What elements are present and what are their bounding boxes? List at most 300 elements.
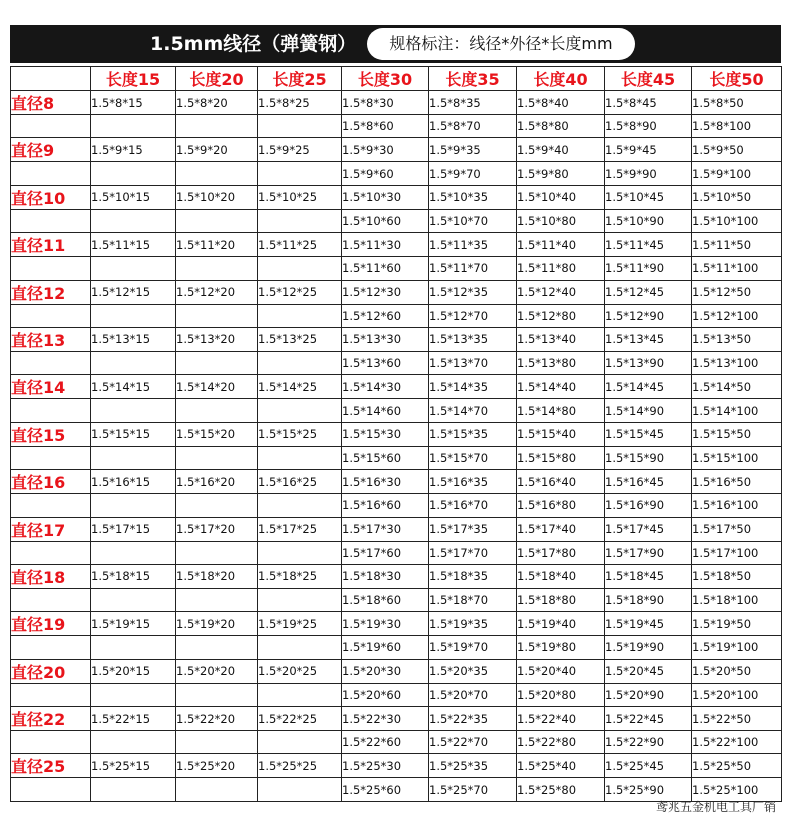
spec-cell: 1.5*20*50 <box>692 659 782 683</box>
spec-cell: 1.5*12*80 <box>517 304 605 327</box>
spec-cell <box>91 541 176 564</box>
spec-cell: 1.5*19*35 <box>429 612 517 636</box>
spec-cell: 1.5*22*20 <box>176 707 258 731</box>
spec-cell: 1.5*12*60 <box>342 304 429 327</box>
footer-text: 鸢兆五金机电工具厂销 <box>655 800 776 814</box>
spec-cell: 1.5*13*50 <box>692 327 782 351</box>
spec-cell: 1.5*13*35 <box>429 327 517 351</box>
spec-cell: 1.5*19*60 <box>342 636 429 659</box>
spec-cell <box>258 162 342 185</box>
spec-cell: 1.5*9*20 <box>176 138 258 162</box>
spec-cell: 1.5*8*45 <box>605 91 692 115</box>
spec-cell: 1.5*25*70 <box>429 778 517 801</box>
spec-cell: 1.5*18*45 <box>605 564 692 588</box>
spec-cell <box>176 304 258 327</box>
spec-cell: 1.5*10*50 <box>692 185 782 209</box>
row-label <box>11 304 91 327</box>
spec-cell <box>258 304 342 327</box>
spec-cell: 1.5*11*15 <box>91 233 176 257</box>
spec-cell: 1.5*17*40 <box>517 517 605 541</box>
row-label: 直径18 <box>11 564 91 588</box>
spec-cell: 1.5*19*70 <box>429 636 517 659</box>
spec-cell: 1.5*20*40 <box>517 659 605 683</box>
spec-cell: 1.5*10*40 <box>517 185 605 209</box>
spec-cell: 1.5*17*30 <box>342 517 429 541</box>
table-row <box>11 209 782 232</box>
spec-cell: 1.5*25*40 <box>517 754 605 778</box>
spec-cell <box>176 162 258 185</box>
spec-cell: 1.5*13*40 <box>517 327 605 351</box>
spec-cell <box>258 209 342 232</box>
table-row <box>11 494 782 517</box>
row-label: 直径22 <box>11 707 91 731</box>
spec-cell: 1.5*13*80 <box>517 351 605 374</box>
column-header: 长度50 <box>692 67 782 91</box>
table-row <box>11 162 782 185</box>
table-row <box>11 351 782 374</box>
column-header: 长度15 <box>91 67 176 91</box>
spec-cell: 1.5*18*20 <box>176 564 258 588</box>
spec-cell: 1.5*18*80 <box>517 588 605 611</box>
spec-cell: 1.5*11*50 <box>692 233 782 257</box>
spec-cell: 1.5*11*90 <box>605 257 692 280</box>
spec-cell: 1.5*19*25 <box>258 612 342 636</box>
table-row <box>11 659 782 683</box>
spec-cell <box>176 731 258 754</box>
row-label: 直径11 <box>11 233 91 257</box>
spec-cell: 1.5*11*20 <box>176 233 258 257</box>
spec-cell: 1.5*11*100 <box>692 257 782 280</box>
spec-cell <box>176 541 258 564</box>
spec-cell <box>91 115 176 138</box>
spec-cell: 1.5*10*100 <box>692 209 782 232</box>
table-row <box>11 375 782 399</box>
spec-cell: 1.5*16*80 <box>517 494 605 517</box>
spec-cell: 1.5*20*90 <box>605 683 692 706</box>
spec-cell: 1.5*25*30 <box>342 754 429 778</box>
table-row <box>11 731 782 754</box>
spec-cell: 1.5*12*70 <box>429 304 517 327</box>
spec-cell <box>258 494 342 517</box>
spec-cell: 1.5*22*40 <box>517 707 605 731</box>
row-label <box>11 778 91 801</box>
spec-cell: 1.5*18*50 <box>692 564 782 588</box>
spec-cell: 1.5*18*60 <box>342 588 429 611</box>
row-label: 直径12 <box>11 280 91 304</box>
spec-cell: 1.5*8*80 <box>517 115 605 138</box>
spec-cell: 1.5*8*90 <box>605 115 692 138</box>
spec-cell: 1.5*17*100 <box>692 541 782 564</box>
spec-cell: 1.5*10*70 <box>429 209 517 232</box>
spec-cell: 1.5*22*70 <box>429 731 517 754</box>
spec-cell: 1.5*13*15 <box>91 327 176 351</box>
spec-cell: 1.5*17*80 <box>517 541 605 564</box>
spec-cell: 1.5*9*30 <box>342 138 429 162</box>
spec-cell: 1.5*18*70 <box>429 588 517 611</box>
spec-cell: 1.5*13*30 <box>342 327 429 351</box>
column-header: 长度35 <box>429 67 517 91</box>
spec-cell: 1.5*20*35 <box>429 659 517 683</box>
table-row <box>11 754 782 778</box>
spec-cell: 1.5*12*25 <box>258 280 342 304</box>
spec-cell: 1.5*25*20 <box>176 754 258 778</box>
spec-cell: 1.5*10*90 <box>605 209 692 232</box>
table-row <box>11 115 782 138</box>
spec-cell: 1.5*13*20 <box>176 327 258 351</box>
spec-cell: 1.5*12*20 <box>176 280 258 304</box>
spec-cell: 1.5*15*70 <box>429 446 517 469</box>
table-row <box>11 541 782 564</box>
row-label <box>11 446 91 469</box>
spec-cell: 1.5*15*15 <box>91 422 176 446</box>
header-row <box>11 67 782 91</box>
spec-cell: 1.5*14*15 <box>91 375 176 399</box>
spec-cell: 1.5*15*20 <box>176 422 258 446</box>
spec-cell <box>91 162 176 185</box>
spec-cell <box>258 115 342 138</box>
spec-cell: 1.5*19*20 <box>176 612 258 636</box>
table-row <box>11 185 782 209</box>
row-label <box>11 731 91 754</box>
spec-cell: 1.5*16*100 <box>692 494 782 517</box>
spec-cell: 1.5*8*60 <box>342 115 429 138</box>
spec-cell: 1.5*10*35 <box>429 185 517 209</box>
spec-cell: 1.5*16*35 <box>429 470 517 494</box>
spec-cell: 1.5*17*60 <box>342 541 429 564</box>
row-label <box>11 351 91 374</box>
row-label <box>11 399 91 422</box>
spec-cell: 1.5*17*20 <box>176 517 258 541</box>
spec-cell <box>258 778 342 801</box>
spec-cell: 1.5*25*15 <box>91 754 176 778</box>
spec-cell: 1.5*15*40 <box>517 422 605 446</box>
spec-cell <box>91 351 176 374</box>
spec-cell: 1.5*13*45 <box>605 327 692 351</box>
spec-cell: 1.5*9*40 <box>517 138 605 162</box>
spec-cell <box>258 446 342 469</box>
spec-cell <box>176 588 258 611</box>
spec-cell: 1.5*19*40 <box>517 612 605 636</box>
spec-cell: 1.5*22*25 <box>258 707 342 731</box>
spec-cell: 1.5*11*35 <box>429 233 517 257</box>
spec-cell <box>91 209 176 232</box>
spec-cell: 1.5*8*15 <box>91 91 176 115</box>
column-header: 长度45 <box>605 67 692 91</box>
spec-note: 规格标注：线径*外径*长度mm <box>367 28 635 60</box>
row-label: 直径10 <box>11 185 91 209</box>
spec-cell: 1.5*20*20 <box>176 659 258 683</box>
spec-cell: 1.5*16*60 <box>342 494 429 517</box>
spec-cell <box>176 209 258 232</box>
spec-cell: 1.5*10*45 <box>605 185 692 209</box>
spec-cell: 1.5*14*60 <box>342 399 429 422</box>
spec-cell: 1.5*20*100 <box>692 683 782 706</box>
spec-cell: 1.5*11*25 <box>258 233 342 257</box>
spec-cell: 1.5*10*80 <box>517 209 605 232</box>
spec-cell: 1.5*14*50 <box>692 375 782 399</box>
spec-cell: 1.5*17*25 <box>258 517 342 541</box>
spec-cell: 1.5*15*25 <box>258 422 342 446</box>
row-label: 直径19 <box>11 612 91 636</box>
spec-cell: 1.5*20*15 <box>91 659 176 683</box>
spec-cell: 1.5*12*40 <box>517 280 605 304</box>
spec-cell: 1.5*8*30 <box>342 91 429 115</box>
spec-cell: 1.5*11*80 <box>517 257 605 280</box>
spec-cell: 1.5*15*60 <box>342 446 429 469</box>
table-row <box>11 280 782 304</box>
spec-cell: 1.5*19*50 <box>692 612 782 636</box>
spec-cell: 1.5*15*30 <box>342 422 429 446</box>
spec-cell: 1.5*8*100 <box>692 115 782 138</box>
spec-cell <box>258 683 342 706</box>
spec-cell: 1.5*13*25 <box>258 327 342 351</box>
spec-cell <box>258 588 342 611</box>
table-row <box>11 636 782 659</box>
spec-cell: 1.5*18*35 <box>429 564 517 588</box>
spec-cell: 1.5*25*45 <box>605 754 692 778</box>
spec-cell: 1.5*18*40 <box>517 564 605 588</box>
spec-cell: 1.5*9*80 <box>517 162 605 185</box>
spec-cell: 1.5*17*70 <box>429 541 517 564</box>
spec-cell <box>176 115 258 138</box>
spec-cell: 1.5*14*45 <box>605 375 692 399</box>
spec-cell: 1.5*14*70 <box>429 399 517 422</box>
spec-cell: 1.5*12*90 <box>605 304 692 327</box>
spec-cell <box>91 304 176 327</box>
spec-cell: 1.5*20*80 <box>517 683 605 706</box>
spec-cell: 1.5*22*35 <box>429 707 517 731</box>
spec-cell <box>258 541 342 564</box>
spec-cell: 1.5*18*15 <box>91 564 176 588</box>
spec-cell: 1.5*25*90 <box>605 778 692 801</box>
spec-cell <box>176 683 258 706</box>
row-label <box>11 494 91 517</box>
spec-cell: 1.5*20*30 <box>342 659 429 683</box>
spec-cell: 1.5*11*70 <box>429 257 517 280</box>
spec-cell: 1.5*18*30 <box>342 564 429 588</box>
spec-cell: 1.5*25*100 <box>692 778 782 801</box>
spec-cell <box>91 636 176 659</box>
spec-cell: 1.5*18*25 <box>258 564 342 588</box>
spec-cell: 1.5*18*100 <box>692 588 782 611</box>
table-row <box>11 517 782 541</box>
table-row <box>11 399 782 422</box>
table-row <box>11 257 782 280</box>
spec-cell <box>176 778 258 801</box>
spec-cell: 1.5*16*25 <box>258 470 342 494</box>
spec-cell: 1.5*9*35 <box>429 138 517 162</box>
spec-cell: 1.5*9*100 <box>692 162 782 185</box>
spec-cell: 1.5*16*20 <box>176 470 258 494</box>
row-label <box>11 636 91 659</box>
spec-cell: 1.5*16*40 <box>517 470 605 494</box>
spec-cell: 1.5*18*90 <box>605 588 692 611</box>
spec-cell: 1.5*12*100 <box>692 304 782 327</box>
row-label: 直径15 <box>11 422 91 446</box>
table-row <box>11 304 782 327</box>
spec-cell <box>176 351 258 374</box>
spec-cell <box>258 399 342 422</box>
row-label: 直径16 <box>11 470 91 494</box>
spec-cell: 1.5*17*15 <box>91 517 176 541</box>
spec-cell <box>258 636 342 659</box>
spec-cell <box>91 494 176 517</box>
spec-cell <box>91 588 176 611</box>
table-row <box>11 422 782 446</box>
spec-table-body <box>11 91 782 802</box>
row-label: 直径8 <box>11 91 91 115</box>
spec-cell: 1.5*22*45 <box>605 707 692 731</box>
spec-cell: 1.5*8*50 <box>692 91 782 115</box>
spec-cell <box>176 636 258 659</box>
spec-cell: 1.5*20*60 <box>342 683 429 706</box>
row-label <box>11 541 91 564</box>
spec-cell: 1.5*15*100 <box>692 446 782 469</box>
page-title: 1.5mm线径（弹簧钢） <box>150 33 357 55</box>
row-label: 直径9 <box>11 138 91 162</box>
spec-cell: 1.5*16*30 <box>342 470 429 494</box>
spec-cell <box>176 399 258 422</box>
column-header: 长度40 <box>517 67 605 91</box>
spec-cell <box>91 399 176 422</box>
spec-cell: 1.5*14*35 <box>429 375 517 399</box>
spec-cell: 1.5*22*15 <box>91 707 176 731</box>
row-label: 直径14 <box>11 375 91 399</box>
spec-cell: 1.5*10*15 <box>91 185 176 209</box>
title-bar <box>10 25 781 63</box>
table-row <box>11 233 782 257</box>
spec-cell: 1.5*20*25 <box>258 659 342 683</box>
spec-cell: 1.5*14*90 <box>605 399 692 422</box>
spec-cell: 1.5*14*30 <box>342 375 429 399</box>
spec-cell <box>91 446 176 469</box>
spec-cell: 1.5*13*90 <box>605 351 692 374</box>
spec-cell <box>258 731 342 754</box>
spec-cell: 1.5*10*25 <box>258 185 342 209</box>
spec-cell: 1.5*19*45 <box>605 612 692 636</box>
spec-cell <box>258 351 342 374</box>
spec-cell <box>176 257 258 280</box>
spec-cell: 1.5*16*50 <box>692 470 782 494</box>
spec-cell: 1.5*19*100 <box>692 636 782 659</box>
row-label: 直径13 <box>11 327 91 351</box>
spec-cell: 1.5*14*40 <box>517 375 605 399</box>
spec-cell: 1.5*9*60 <box>342 162 429 185</box>
spec-cell: 1.5*11*45 <box>605 233 692 257</box>
spec-cell: 1.5*19*80 <box>517 636 605 659</box>
spec-cell: 1.5*11*60 <box>342 257 429 280</box>
spec-cell: 1.5*14*20 <box>176 375 258 399</box>
spec-cell: 1.5*9*90 <box>605 162 692 185</box>
spec-cell: 1.5*22*100 <box>692 731 782 754</box>
table-row <box>11 683 782 706</box>
spec-cell: 1.5*13*100 <box>692 351 782 374</box>
spec-cell: 1.5*14*80 <box>517 399 605 422</box>
spec-cell: 1.5*25*25 <box>258 754 342 778</box>
spec-cell: 1.5*10*60 <box>342 209 429 232</box>
spec-cell <box>258 257 342 280</box>
column-header: 长度20 <box>176 67 258 91</box>
spec-cell: 1.5*11*40 <box>517 233 605 257</box>
spec-cell: 1.5*20*70 <box>429 683 517 706</box>
spec-cell: 1.5*17*50 <box>692 517 782 541</box>
spec-cell: 1.5*8*70 <box>429 115 517 138</box>
spec-cell: 1.5*19*30 <box>342 612 429 636</box>
row-label <box>11 209 91 232</box>
row-label: 直径20 <box>11 659 91 683</box>
spec-cell: 1.5*16*70 <box>429 494 517 517</box>
spec-cell: 1.5*15*50 <box>692 422 782 446</box>
spec-cell: 1.5*19*15 <box>91 612 176 636</box>
table-row <box>11 612 782 636</box>
table-row <box>11 446 782 469</box>
table-row <box>11 327 782 351</box>
spec-cell <box>176 494 258 517</box>
spec-cell: 1.5*10*20 <box>176 185 258 209</box>
row-label <box>11 115 91 138</box>
spec-cell: 1.5*14*25 <box>258 375 342 399</box>
row-label: 直径17 <box>11 517 91 541</box>
spec-cell: 1.5*22*60 <box>342 731 429 754</box>
spec-cell: 1.5*16*90 <box>605 494 692 517</box>
spec-cell: 1.5*16*15 <box>91 470 176 494</box>
spec-cell: 1.5*8*20 <box>176 91 258 115</box>
spec-cell: 1.5*13*70 <box>429 351 517 374</box>
spec-cell: 1.5*12*30 <box>342 280 429 304</box>
spec-cell: 1.5*22*90 <box>605 731 692 754</box>
table-row <box>11 91 782 115</box>
spec-cell: 1.5*17*35 <box>429 517 517 541</box>
spec-cell: 1.5*12*45 <box>605 280 692 304</box>
spec-cell: 1.5*9*25 <box>258 138 342 162</box>
table-row <box>11 588 782 611</box>
spec-cell <box>91 778 176 801</box>
corner-cell <box>11 67 91 91</box>
row-label <box>11 588 91 611</box>
spec-cell: 1.5*12*15 <box>91 280 176 304</box>
spec-cell: 1.5*15*35 <box>429 422 517 446</box>
spec-cell: 1.5*9*50 <box>692 138 782 162</box>
spec-cell: 1.5*15*45 <box>605 422 692 446</box>
spec-cell <box>91 731 176 754</box>
spec-cell: 1.5*22*80 <box>517 731 605 754</box>
spec-cell: 1.5*8*40 <box>517 91 605 115</box>
spec-cell: 1.5*10*30 <box>342 185 429 209</box>
spec-cell: 1.5*20*45 <box>605 659 692 683</box>
table-row <box>11 707 782 731</box>
row-label <box>11 257 91 280</box>
spec-cell: 1.5*9*70 <box>429 162 517 185</box>
spec-cell: 1.5*17*45 <box>605 517 692 541</box>
column-header: 长度25 <box>258 67 342 91</box>
row-label: 直径25 <box>11 754 91 778</box>
spec-cell: 1.5*17*90 <box>605 541 692 564</box>
spec-cell: 1.5*8*25 <box>258 91 342 115</box>
spec-cell: 1.5*9*15 <box>91 138 176 162</box>
spec-cell <box>176 446 258 469</box>
row-label <box>11 683 91 706</box>
table-row <box>11 564 782 588</box>
spec-cell: 1.5*15*90 <box>605 446 692 469</box>
table-row <box>11 138 782 162</box>
spec-cell: 1.5*15*80 <box>517 446 605 469</box>
spec-cell: 1.5*25*50 <box>692 754 782 778</box>
spec-cell: 1.5*14*100 <box>692 399 782 422</box>
spec-cell: 1.5*25*35 <box>429 754 517 778</box>
spec-cell: 1.5*13*60 <box>342 351 429 374</box>
spec-cell <box>91 683 176 706</box>
spec-cell: 1.5*22*30 <box>342 707 429 731</box>
